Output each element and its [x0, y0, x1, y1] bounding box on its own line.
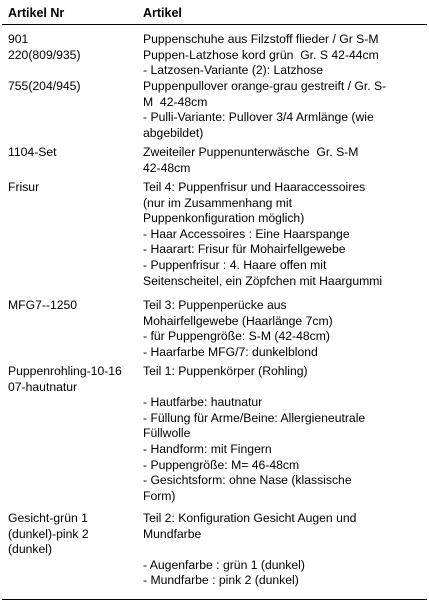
artikel-line: - Puppengröße: M= 46-48cm: [143, 457, 300, 472]
artikel-line: Seitenscheitel, ein Zöpfchen mit Haargummi: [143, 273, 383, 288]
artikel-line: Form): [143, 488, 176, 503]
artikel-line: Mohairfellgewebe (Haarlänge 7cm): [143, 313, 333, 328]
header-artikel-nr: Artikel Nr: [8, 6, 65, 20]
artikel-line: - Hautfarbe: hautnatur: [143, 395, 263, 410]
header-artikel: Artikel: [143, 6, 182, 20]
artikel-line: - Augenfarbe : grün 1 (dunkel): [143, 557, 305, 572]
cell-artikel: [143, 364, 425, 504]
artikel-line: - Haar Accessoires : Eine Haarspange: [143, 226, 350, 241]
cell-artikel: [143, 145, 425, 176]
cell-artikel: [143, 32, 425, 79]
artikel-line: - Mundfarbe : pink 2 (dunkel): [143, 573, 299, 588]
artikel-line: 42-48cm: [143, 160, 191, 175]
cell-artikel-nr: 1104-Set: [8, 145, 57, 159]
cell-artikel: [143, 79, 425, 141]
artikel-line: - Pulli-Variante: Pullover 3/4 Armlänge (wie: [143, 110, 374, 125]
artikel-line: - Haarfarbe MFG/7: dunkelblond: [143, 344, 318, 359]
artikel-line: (nur im Zusammenhang mit: [143, 195, 293, 210]
table-header: [2, 0, 427, 25]
cell-artikel: [143, 180, 425, 289]
artikel-line: Puppenschuhe aus Filzstoff flieder / Gr S-M: [143, 32, 379, 46]
artikel-line: - Handform: mit Fingern: [143, 441, 272, 456]
cell-artikel-nr: Puppenrohling-10-16 07-hautnatur: [8, 364, 122, 394]
artikel-line: - Latzosen-Variante (2): Latzhose: [143, 63, 323, 78]
artikel-line: Zweiteiler Puppenunterwäsche Gr. S-M: [143, 145, 359, 159]
table-bottom-rule: [2, 599, 427, 600]
artikel-line: - Haarart: Frisur für Mohairfellgewebe: [143, 242, 346, 257]
artikel-line: Puppen-Latzhose kord grün Gr. S 42-44cm: [143, 47, 379, 62]
cell-artikel-nr: 755(204/945): [8, 79, 81, 93]
artikel-line: - Füllung für Arme/Beine: Allergieneutrale: [143, 410, 366, 425]
artikel-line: [143, 542, 425, 558]
artikel-line: [143, 380, 425, 396]
artikel-line: abgebildet): [143, 125, 204, 140]
artikel-line: Teil 3: Puppenperücke aus: [143, 298, 287, 312]
artikel-line: Teil 2: Konfiguration Gesicht Augen und: [143, 511, 357, 525]
cell-artikel-nr: Frisur: [8, 180, 40, 194]
cell-artikel: [143, 298, 425, 360]
artikel-line: Puppenkonfiguration möglich): [143, 211, 305, 226]
artikel-line: M 42-48cm: [143, 94, 208, 109]
order-items-table: [2, 0, 427, 588]
cell-artikel: [143, 511, 425, 589]
artikel-line: - Puppenfrisur : 4. Haare offen mit: [143, 257, 327, 272]
artikel-line: Teil 1: Puppenkörper (Rohling): [143, 364, 308, 378]
cell-artikel-nr: MFG7--1250: [8, 298, 78, 312]
cell-artikel-nr: 901 220(809/935): [8, 32, 81, 62]
artikel-line: Teil 4: Puppenfrisur und Haaraccessoires: [143, 180, 366, 194]
artikel-line: Füllwolle: [143, 426, 191, 441]
artikel-line: Puppenpullover orange-grau gestreift / Gr. S-: [143, 79, 387, 93]
artikel-line: - für Puppengröße: S-M (42-48cm): [143, 329, 330, 344]
artikel-line: Mundfarbe: [143, 526, 202, 541]
artikel-line: - Gesichtsform: ohne Nase (klassische: [143, 473, 352, 488]
cell-artikel-nr: Gesicht-grün 1 (dunkel)-pink 2 (dunkel): [8, 511, 89, 557]
